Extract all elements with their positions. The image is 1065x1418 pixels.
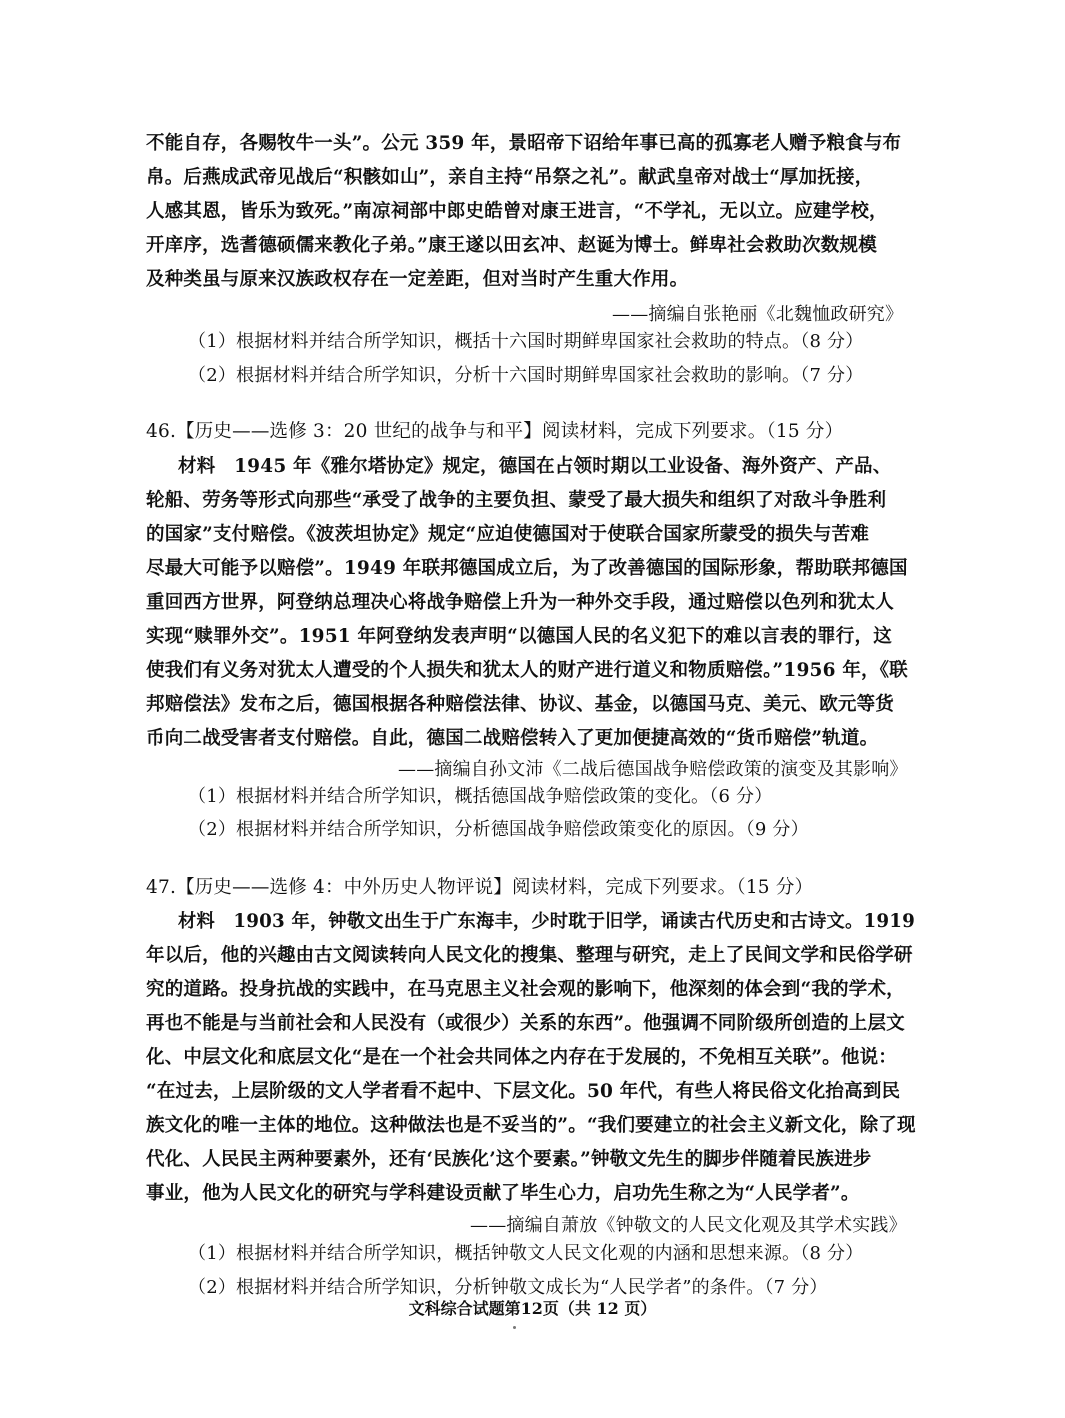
question-2: （2）根据材料并结合所学知识，分析十六国时期鲜卑国家社会救助的影响。（7 分）	[188, 365, 864, 386]
material-line: 实现“赎罪外交”。1951 年阿登纳发表声明“以德国人民的名义犯下的难以言表的罪行，这	[146, 626, 892, 647]
material-line: 不能自存，各赐牧牛一头”。公元 359 年，景昭帝下诏给年事已高的孤寡老人赠予粮食与布	[146, 133, 902, 154]
material-line: 事业，他为人民文化的研究与学科建设贡献了毕生心力，启功先生称之为“人民学者”。	[146, 1183, 860, 1204]
material-line: 化、中层文化和底层文化“是在一个社会共同体之内存在于发展的，不免相互关联”。他说：	[146, 1047, 897, 1068]
material-source: ——摘编自孙文沛《二战后德国战争赔偿政策的演变及其影响》	[398, 759, 908, 780]
question-2: （2）根据材料并结合所学知识，分析德国战争赔偿政策变化的原因。（9 分）	[188, 819, 809, 840]
question-heading-47: 47.【历史——选修 4：中外历史人物评说】阅读材料，完成下列要求。（15 分）	[146, 877, 814, 898]
material-source: ——摘编自张艳丽《北魏恤政研究》	[612, 304, 904, 325]
question-2: （2）根据材料并结合所学知识，分析钟敬文成长为“人民学者”的条件。（7 分）	[188, 1277, 828, 1298]
material-line: 重回西方世界，阿登纳总理决心将战争赔偿上升为一种外交手段，通过赔偿以色列和犹太人	[146, 592, 895, 613]
material-line: 人感其恩，皆乐为致死。”南凉祠部中郎史皓曾对康王进言，“不学礼，无以立。应建学校，	[146, 201, 888, 222]
material-line: 币向二战受害者支付赔偿。自此，德国二战赔偿转入了更加便捷高效的“货币赔偿”轨道。	[146, 728, 879, 749]
material-source: ——摘编自萧放《钟敬文的人民文化观及其学术实践》	[470, 1215, 907, 1236]
material-line: 材料 1945 年《雅尔塔协定》规定，德国在占领时期以工业设备、海外资产、产品、	[178, 456, 892, 477]
material-line: 再也不能是与当前社会和人民没有（或很少）关系的东西”。他强调不同阶级所创造的上层文	[146, 1013, 905, 1034]
material-line: 究的道路。投身抗战的实践中，在马克思主义社会观的影响下，他深刻的体会到“我的学术，	[146, 979, 905, 1000]
question-1: （1）根据材料并结合所学知识，概括德国战争赔偿政策的变化。（6 分）	[188, 786, 773, 807]
material-line: “在过去，上层阶级的文人学者看不起中、下层文化。50 年代，有些人将民俗文化抬高到民	[146, 1081, 901, 1102]
material-line: 的国家”支付赔偿。《波茨坦协定》规定“应迫使德国对于使联合国家所蒙受的损失与苦难	[146, 524, 870, 545]
material-line: 年以后，他的兴趣由古文阅读转向人民文化的搜集、整理与研究，走上了民间文学和民俗学研	[146, 945, 913, 966]
material-line: 材料 1903 年，钟敬文出生于广东海丰，少时耽于旧学，诵读古代历史和古诗文。1919	[178, 911, 916, 932]
page-footer: 文科综合试题第12页（共 12 页）	[408, 1299, 657, 1318]
material-line: 轮船、劳务等形式向那些“承受了战争的主要负担、蒙受了最大损失和组织了对敌斗争胜利	[146, 490, 887, 511]
question-1: （1）根据材料并结合所学知识，概括十六国时期鲜卑国家社会救助的特点。（8 分）	[188, 331, 864, 352]
material-line: 及种类虽与原来汉族政权存在一定差距，但对当时产生重大作用。	[146, 269, 689, 290]
question-1: （1）根据材料并结合所学知识，概括钟敬文人民文化观的内涵和思想来源。（8 分）	[188, 1243, 864, 1264]
question-heading-46: 46.【历史——选修 3：20 世纪的战争与和平】阅读材料，完成下列要求。（15 分）	[146, 421, 844, 442]
material-line: 代化、人民民主两种要素外，还有‘民族化’这个要素。”钟敬文先生的脚步伴随着民族进步	[146, 1149, 872, 1170]
material-line: 族文化的唯一主体的地位。这种做法也是不妥当的”。“我们要建立的社会主义新文化，除了现	[146, 1115, 916, 1136]
material-line: 尽最大可能予以赔偿”。1949 年联邦德国成立后，为了改善德国的国际形象，帮助联邦德国	[146, 558, 908, 579]
material-line: 开庠序，选耆德硕儒来教化子弟。”康王遂以田玄冲、赵诞为博士。鲜卑社会救助次数规模	[146, 235, 877, 256]
material-line: 帛。后燕成武帝见战后“积骸如山”，亲自主持“吊祭之礼”。献武皇帝对战士“厚加抚接，	[146, 167, 874, 188]
scan-speck	[513, 1326, 516, 1329]
material-line: 邦赔偿法》发布之后，德国根据各种赔偿法律、协议、基金，以德国马克、美元、欧元等货	[146, 694, 895, 715]
material-line: 使我们有义务对犹太人遭受的个人损失和犹太人的财产进行道义和物质赔偿。”1956 年，《联	[146, 660, 908, 681]
